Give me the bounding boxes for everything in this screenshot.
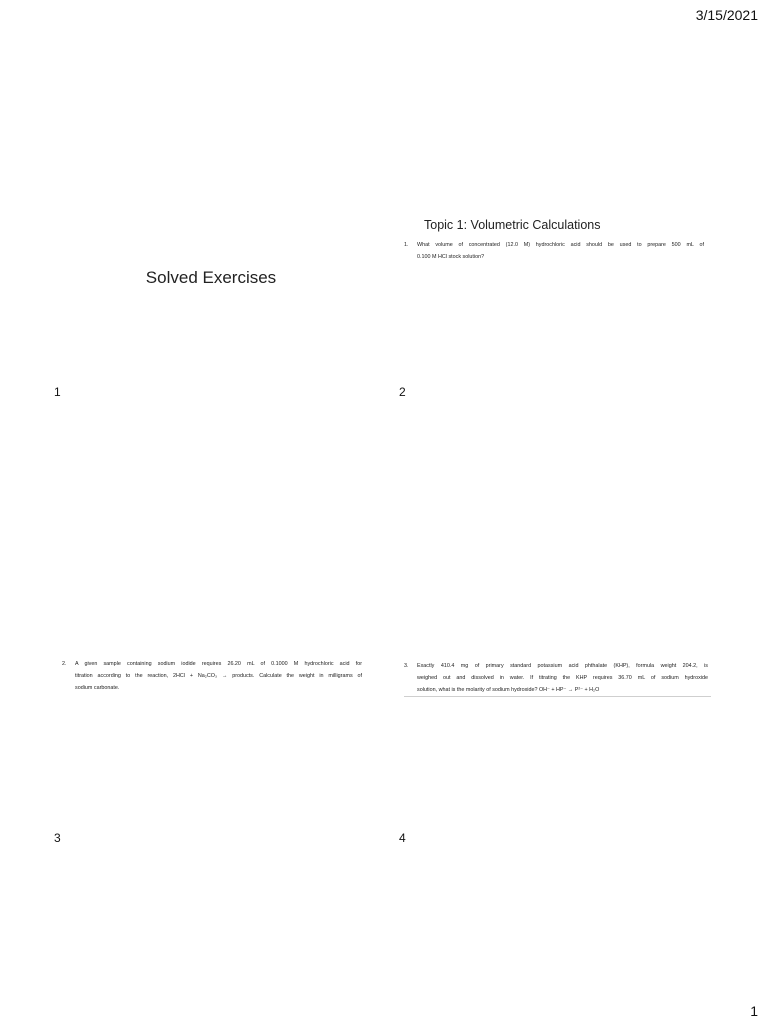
slide-3-number: 3	[54, 831, 61, 845]
question-2-text	[75, 658, 362, 694]
question-1-number: 1.	[404, 242, 409, 248]
question-3-text	[417, 660, 708, 696]
question-2-number: 2.	[62, 661, 67, 667]
slide-4-number: 4	[399, 831, 406, 845]
question-3-number: 3.	[404, 663, 409, 669]
print-date: 3/15/2021	[695, 7, 758, 23]
slide-1-title: Solved Exercises	[145, 268, 277, 287]
question-3-line: weighed out and dissolved in water. If titrating the KHP requires 36.70 mL of sodium hydroxide	[417, 675, 708, 681]
question-1-line: What volume of concentrated (12.0 M) hydrochloric acid should be used to prepare 500 mL of	[417, 242, 704, 248]
slide-2-title: Topic 1: Volumetric Calculations	[424, 218, 601, 232]
question-3-line: solution, what is the molarity of sodium hydroxide? OH⁻ + HP⁻ → P²⁻ + H₂O	[417, 687, 600, 693]
question-3-line: Exactly 410.4 mg of primary standard potassium acid phthalate (KHP), formula weight 204.2, is	[417, 663, 708, 669]
slide-1-number: 1	[54, 385, 61, 399]
divider-line	[404, 696, 711, 697]
question-1-text	[417, 239, 704, 263]
question-2-line: titration according to the reaction, 2HCl + Na₂CO₃ → products. Calculate the weight in milligrams of	[75, 673, 362, 679]
question-1-line: 0.100 M HCl stock solution?	[417, 254, 485, 260]
slide-2-number: 2	[399, 385, 406, 399]
question-2-line: A given sample containing sodium iodide requires 26.20 mL of 0.1000 M hydrochloric acid for	[75, 661, 362, 667]
question-2-line: sodium carbonate.	[75, 685, 120, 691]
page-number: 1	[750, 1003, 758, 1019]
